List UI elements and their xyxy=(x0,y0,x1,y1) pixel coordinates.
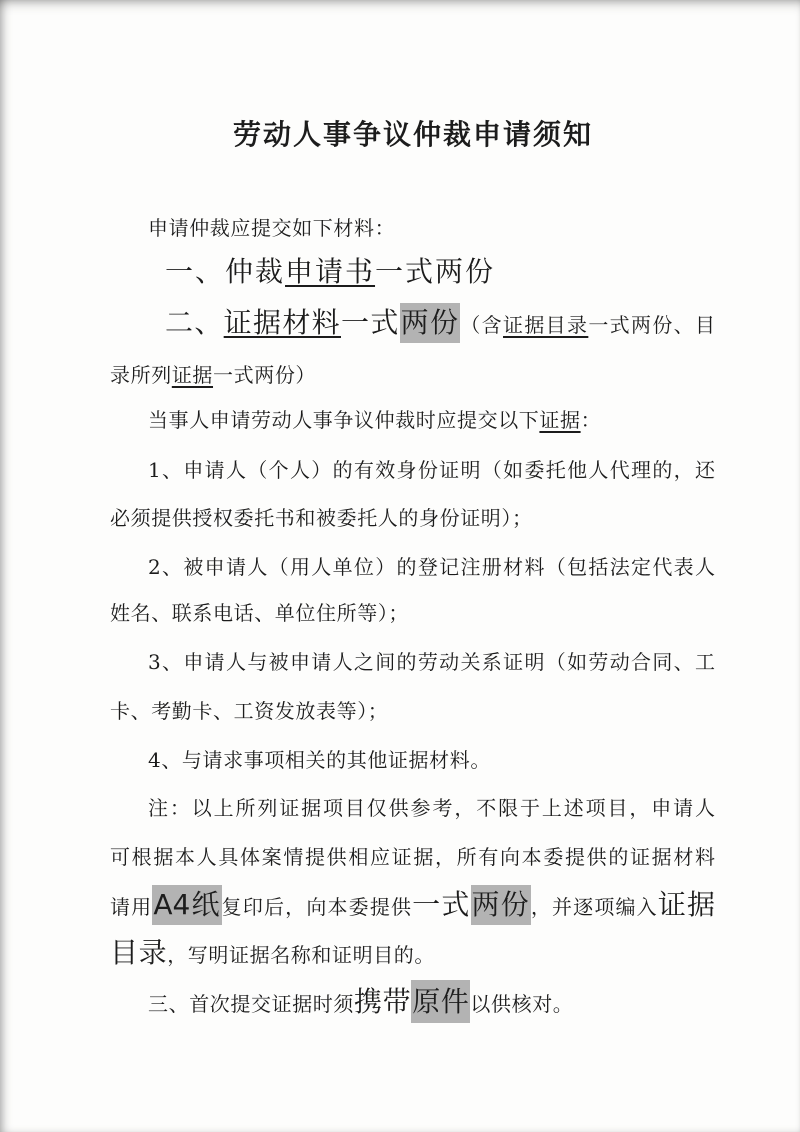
note-line3-a: 请用 xyxy=(110,895,153,919)
note-paper-size: A4纸 xyxy=(152,885,221,925)
note-line3-c: ，并逐项编入 xyxy=(530,895,658,919)
note-line2: 可根据本人具体案情提供相应证据，所有向本委提供的证据材料 xyxy=(110,845,715,869)
item-three-tail: 以供核对。 xyxy=(470,992,574,1016)
evidence-intro-underlined: 证据 xyxy=(539,408,581,432)
item-two-note-open: （含 xyxy=(460,313,504,337)
item-two-note-underlined-evidence: 证据 xyxy=(171,363,214,387)
evidence-intro xyxy=(148,400,601,440)
item-two-note-line2-lead: 录所列 xyxy=(110,363,172,387)
item-two-mid: 一式 xyxy=(341,306,400,339)
document-title: 劳动人事争议仲裁申请须知 xyxy=(233,118,594,151)
evidence-item-2-line2: 姓名、联系电话、单位住所等）； xyxy=(110,601,409,625)
materials-intro: 申请仲裁应提交如下材料： xyxy=(148,216,396,240)
evidence-intro-tail: ： xyxy=(580,408,602,432)
evidence-item-4: 4、与请求事项相关的其他证据材料。 xyxy=(148,748,491,772)
note-line3-b: 复印后，向本委提供 xyxy=(221,895,413,919)
evidence-item-1-line1: 1、申请人（个人）的有效身份证明（如委托他人代理的，还 xyxy=(148,458,715,482)
item-two-note-underlined-catalog: 证据目录 xyxy=(503,313,589,337)
note-line3 xyxy=(110,885,715,925)
item-two-note-mid: 一式两份、目 xyxy=(588,313,715,337)
note-catalog: 目录 xyxy=(110,936,168,969)
note-copies-a: 一式 xyxy=(412,888,471,921)
item-two-highlighted: 两份 xyxy=(400,303,461,343)
item-one-application xyxy=(165,252,495,292)
evidence-intro-lead: 当事人申请劳动人事争议仲裁时应提交以下 xyxy=(148,408,540,432)
evidence-item-2-line1: 2、被申请人（用人单位）的登记注册材料（包括法定代表人 xyxy=(148,555,715,579)
note-evidence: 证据 xyxy=(657,888,715,921)
item-three-highlighted: 原件 xyxy=(411,980,470,1023)
item-one-underlined: 申请书 xyxy=(285,255,376,288)
evidence-item-3-line1: 3、申请人与被申请人之间的劳动关系证明（如劳动合同、工 xyxy=(148,650,715,674)
evidence-item-3-line2: 卡、考勤卡、工资发放表等）； xyxy=(110,699,389,723)
item-two-note-continued xyxy=(110,355,316,395)
item-two-lead: 二、 xyxy=(165,306,224,339)
note-copies-b: 两份 xyxy=(471,885,531,925)
item-three-lead: 三、首次提交证据时须 xyxy=(148,992,354,1016)
item-one-tail: 一式两份 xyxy=(375,255,496,288)
note-line1: 注：以上所列证据项目仅供参考，不限于上述项目，申请人 xyxy=(148,796,715,820)
item-two-evidence xyxy=(165,303,715,343)
item-three-big: 携带 xyxy=(354,985,412,1018)
evidence-item-1-line2: 必须提供授权委托书和被委托人的身份证明）； xyxy=(110,506,533,530)
item-two-note-tail: 一式两份） xyxy=(213,363,317,387)
item-three-originals xyxy=(148,982,573,1022)
note-line4-tail: ，写明证据名称和证明目的。 xyxy=(167,943,436,967)
item-one-lead: 一、仲裁 xyxy=(165,255,286,288)
note-line4 xyxy=(110,933,435,973)
item-two-underlined: 证据材料 xyxy=(223,306,341,339)
